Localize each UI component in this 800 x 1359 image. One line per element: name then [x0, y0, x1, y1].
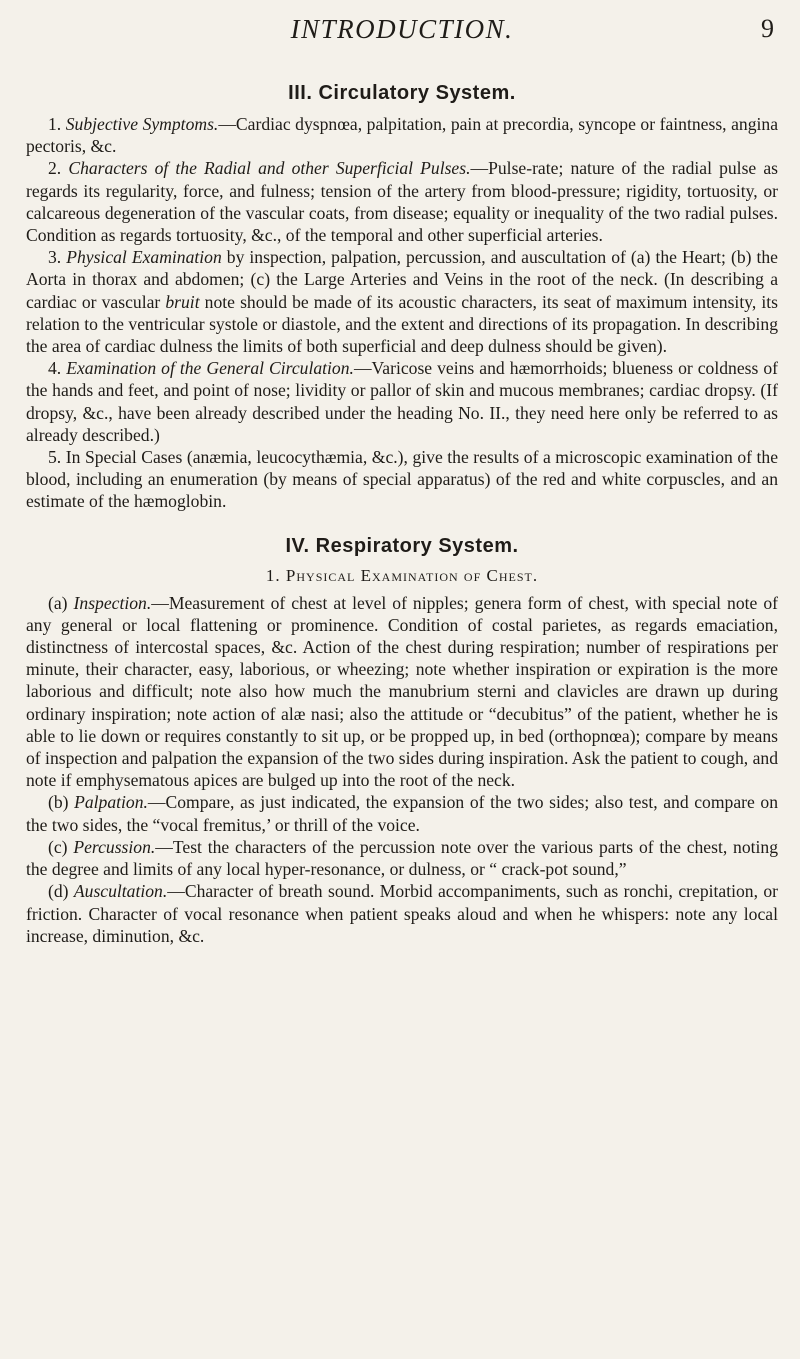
- item-label: (a): [48, 592, 68, 613]
- paragraph-auscultation: [26, 880, 778, 947]
- item-number: 1.: [48, 114, 62, 134]
- paragraph-physical-examination: [26, 246, 778, 357]
- item-text: —Measurement of chest at level of nipples; genera form of chest, with special note of any general or local flattening or prominence. Condition of costal parietes, as regards emaciation, distinctness of intercostal spaces, &c. Action of the chest during respiration; number of respirations per minute, their character, easy, laborious, or wheezing; note whether inspiration or expiration is the more laborious and difficult; note also how much the manubrium sterni and clavicles are drawn up during ordinary inspiration; note action of alæ nasi; also the attitude or “decubitus” of the patient, whether he is able to lie down or requires constantly to sit up, or be propped up, in bed (orthopnœa); compare by means of inspection and palpation the expansion of the two sides during inspiration. Ask the patient to cough, and note if emphysematous apices are bulged up into the root of the neck.: [26, 592, 779, 791]
- item-text: —Compare, as just indicated, the expansion of the two sides; also test, and compare on the two sides, the “vocal fremitus,’ or thrill of the voice.: [26, 792, 778, 835]
- item-title: Subjective Symptoms.: [65, 114, 219, 134]
- item-label: (b): [48, 792, 69, 813]
- item-text-continued: note should be made of its acoustic characters, its seat of maximum intensity, its relation to the ventricular systole or diastole, and the extent and directions of its propagation. In describing the area of cardiac dulness the limits of both superficial and deep dulness should be given).: [26, 291, 778, 357]
- item-label: (d): [48, 881, 69, 902]
- paragraph-inspection: [26, 592, 778, 792]
- paragraph-percussion: [26, 836, 778, 880]
- item-text: by inspection, palpation, percussion, and auscultation of (a) the Heart; (b) the Aorta in thorax and abdomen; (c) the Large Arteries and Veins in the root of the neck. (In describing a cardiac or vascular: [26, 247, 778, 312]
- running-title: INTRODUCTION.: [290, 14, 514, 44]
- item-number: 5.: [48, 447, 62, 468]
- paragraph-subjective-symptoms: [26, 113, 778, 157]
- paragraph-special-cases: [26, 446, 778, 513]
- paragraph-radial-pulses: [26, 157, 778, 246]
- running-header: [26, 8, 778, 52]
- item-number: 2.: [48, 158, 62, 179]
- item-title: Examination of the General Circulation.: [66, 358, 354, 379]
- item-title: Characters of the Radial and other Superficial Pulses.: [68, 158, 471, 179]
- paragraph-palpation: [26, 791, 778, 835]
- subheading-physical-examination: 1. Physical Examination of Chest.: [265, 565, 539, 585]
- item-text: —Varicose veins and hæmorrhoids; blueness or coldness of the hands and feet, and point of nose; lividity or pallor of skin and mucous membranes; cardiac dropsy. (If dropsy, &c., have been already described under the heading No. II., they need here only be referred to as already described.): [26, 358, 779, 445]
- item-text: —Cardiac dyspnœa, palpitation, pain at precordia, syncope or faintness, angina pectoris, &c.: [26, 114, 778, 157]
- item-title: Inspection.: [73, 592, 152, 613]
- item-text: —Pulse-rate; nature of the radial pulse as regards its regularity, force, and fulness; tension of the artery from blood-pressure; rigidity, tortuosity, or calcareous degeneration of the vascular coats, from disease; equality or inequality of the two radial pulses. Condition as regards tortuosity, &c., of the temporal and other superficial arteries.: [26, 158, 778, 246]
- item-title: Palpation.: [74, 792, 148, 813]
- item-label: (c): [48, 836, 68, 857]
- section-heading-respiratory: IV. Respiratory System.: [285, 534, 519, 557]
- item-number: 4.: [48, 358, 62, 379]
- item-title: Percussion.: [73, 836, 156, 857]
- section-heading-circulatory: III. Circulatory System.: [288, 82, 516, 104]
- item-title: Auscultation.: [73, 881, 168, 902]
- page-number: 9: [761, 14, 774, 43]
- item-text: —Character of breath sound. Morbid accompaniments, such as ronchi, crepitation, or friction. Character of vocal resonance when patient speaks aloud and when he whispers: note any local increase, diminution, &c.: [26, 881, 779, 946]
- item-text: In Special Cases (anæmia, leucocythæmia, &c.), give the results of a microscopic examination of the blood, including an enumeration (by means of special apparatus) of the red and white corpuscles, and an estimate of the hæmoglobin.: [26, 447, 778, 512]
- item-number: 3.: [48, 247, 62, 268]
- item-text: —Test the characters of the percussion note over the various parts of the chest, noting the degree and limits of any local hyper-resonance, or dulness, or “ crack-pot sound,”: [26, 836, 778, 880]
- item-title: Physical Examination: [66, 247, 222, 268]
- bruit-term: bruit: [165, 291, 200, 312]
- paragraph-general-circulation: [26, 357, 778, 446]
